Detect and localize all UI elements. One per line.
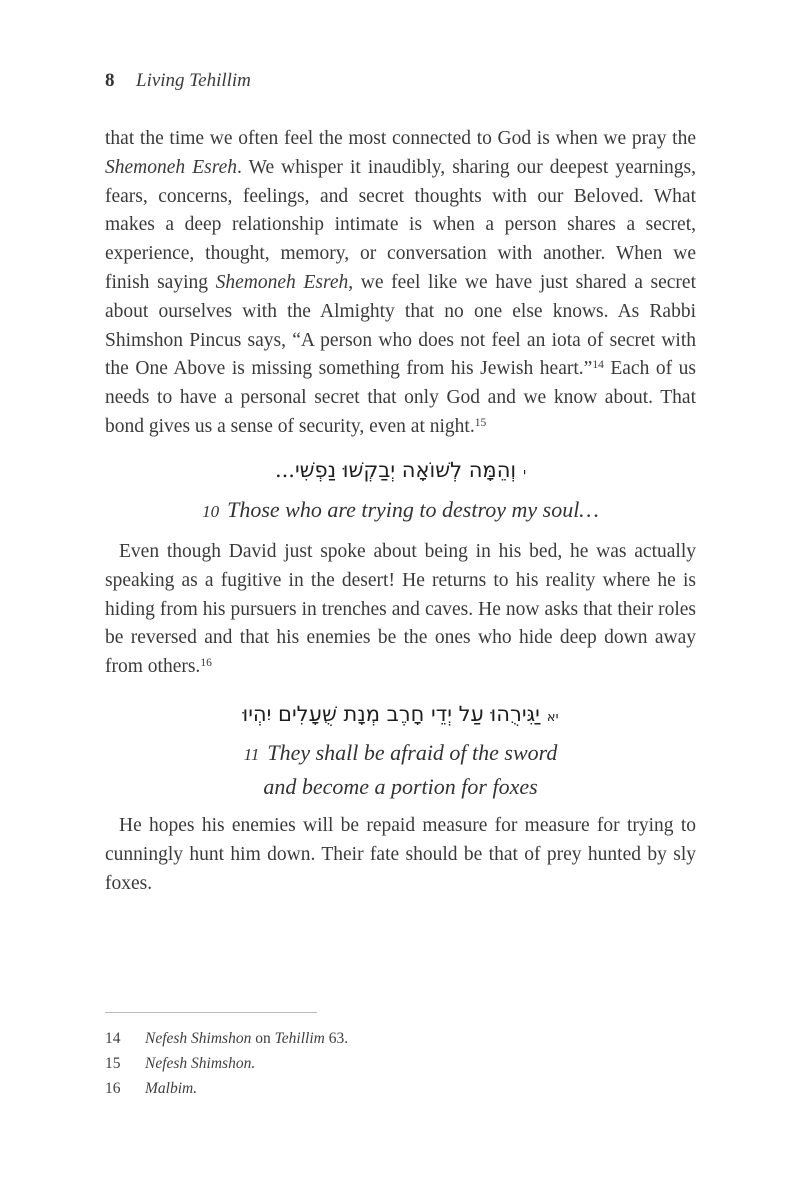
footnote-14	[105, 1026, 696, 1051]
hebrew-verse-letter-10: י	[523, 466, 527, 481]
verse-11-number: 11	[243, 745, 260, 764]
footnote-15-text: Nefesh Shimshon.	[145, 1055, 256, 1072]
footnote-divider	[105, 1012, 317, 1013]
paragraph-commentary-2: Even though David just spoke about being in his bed, he was actually speaking as a fugitive in the desert! He returns to his reality where he is hiding from his pursuers in trenches and caves. He now asks that their roles be reversed and that his enemies be the ones who hide deep down away from others.$^{16}$	[105, 541, 696, 678]
hebrew-verse-letter-11: יא	[546, 710, 559, 725]
verse-10-number: 10	[202, 502, 220, 521]
hebrew-verse-11	[105, 698, 696, 734]
footnote-16-text: Malbim.	[145, 1080, 198, 1097]
footnote-14-text: Nefesh Shimshon on Tehillim 63.	[145, 1030, 349, 1047]
running-header	[105, 70, 251, 92]
verse-11-translation-line-1	[105, 737, 696, 771]
footnote-15-number: 15	[105, 1055, 121, 1072]
footnote-15	[105, 1051, 696, 1076]
verse-11-translation-text-1: They shall be afraid of the sword	[267, 740, 558, 765]
hebrew-verse-10	[105, 454, 696, 490]
page-number: 8	[105, 70, 115, 91]
paragraph-commentary-3: He hopes his enemies will be repaid measure for measure for trying to cunningly hunt him down. Their fate should be that of prey hunted by sly foxes.	[105, 815, 696, 894]
verse-11-translation-text-2: and become a portion for foxes	[263, 774, 538, 799]
hebrew-verse-text-10: וְהֵמָּה לְשׁוֹאָה יְבַקְשׁוּ נַפְשִׁי...	[274, 458, 517, 482]
book-title: Living Tehillim	[136, 70, 251, 91]
footnote-16	[105, 1076, 696, 1101]
paragraph-commentary-1: that the time we often feel the most connected to God is when we pray the Shemoneh Esreh. We whisper it inaudibly, sharing our deepest yearnings, fears, concerns, feelings, and secret thoughts with our Beloved. What makes a deep relationship intimate is when a person shares a secret, experience, thought, memory, or conversation with another. When we finish saying Shemoneh Esreh, we feel like we have just shared a secret about ourselves with the Almighty that no one else knows. As Rabbi Shimshon Pincus says, “A person who does not feel an iota of secret with the One Above is missing something from his Jewish heart.”$^{14}$ Each of us needs to have a personal secret that only God and we know about. That bond gives us a sense of security, even at night.$^{15}$	[105, 128, 696, 437]
hebrew-verse-text-11: יַגִּירֻהוּ עַל יְדֵי חָרֶב מְנָת שֻׁעָלִים יִהְיוּ	[242, 702, 540, 726]
footnote-16-number: 16	[105, 1080, 121, 1097]
footnotes-section	[105, 1026, 696, 1101]
verse-11-translation	[105, 737, 696, 803]
verse-10-translation-text: Those who are trying to destroy my soul…	[227, 497, 599, 522]
verse-10-translation	[105, 494, 696, 528]
verse-11-translation-line-2	[105, 771, 696, 803]
footnote-14-number: 14	[105, 1030, 121, 1047]
